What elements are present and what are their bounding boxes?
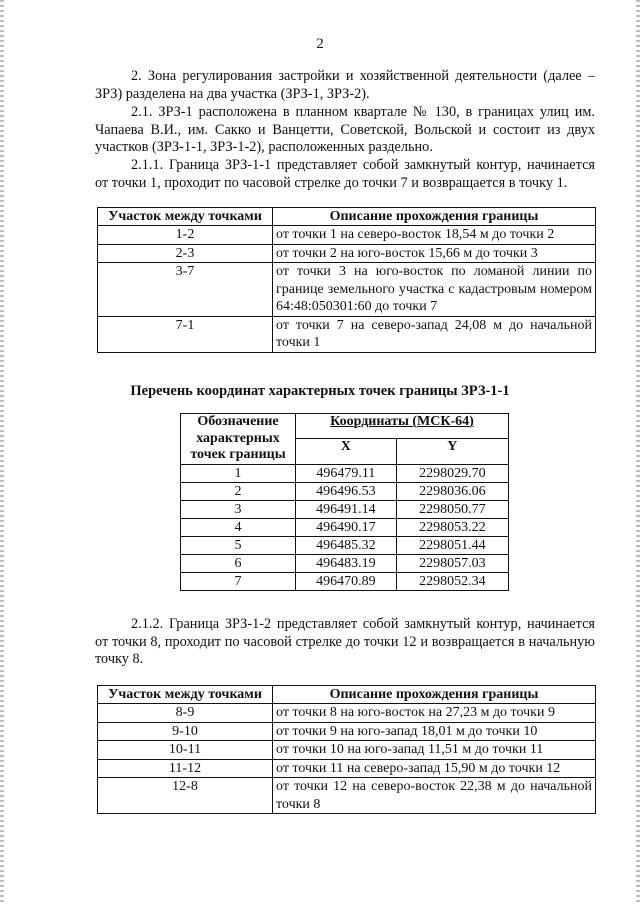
segment-cell: 10-11 bbox=[98, 741, 273, 760]
scan-edge-right bbox=[636, 0, 640, 905]
segment-cell: 11-12 bbox=[98, 759, 273, 778]
paragraph-zrz-1-2 bbox=[95, 616, 595, 669]
table-row bbox=[98, 741, 596, 760]
table-row bbox=[98, 263, 596, 317]
page-number: 2 bbox=[316, 36, 324, 52]
description-cell: от точки 12 на северо-восток 22,38 м до начальной точки 8 bbox=[273, 778, 596, 814]
paragraph-zrz-1 bbox=[95, 104, 595, 157]
paragraph-zrz-1-1-text: 2.1.1. Граница ЗРЗ-1-1 представляет собой замкнутый контур, начинается от точки 1, проходит по часовой стрелке до точки 7 и возвращается в точку 1. bbox=[95, 157, 595, 191]
description-cell: от точки 9 на юго-запад 18,01 м до точки 10 bbox=[273, 722, 596, 741]
segment-cell: 2-3 bbox=[98, 244, 273, 263]
coord-row bbox=[181, 500, 509, 518]
description-cell: от точки 11 на северо-запад 15,90 м до точки 12 bbox=[273, 759, 596, 778]
coord-row bbox=[181, 482, 509, 500]
coord-row bbox=[181, 572, 509, 590]
table-row bbox=[98, 244, 596, 263]
coord-header-point: Обозначение характерных точек границы bbox=[181, 414, 296, 465]
point-cell: 6 bbox=[181, 554, 296, 572]
description-cell: от точки 2 на юго-восток 15,66 м до точки 3 bbox=[273, 244, 596, 263]
scan-edge-left bbox=[0, 0, 4, 905]
segment-cell: 8-9 bbox=[98, 704, 273, 723]
segment-cell: 7-1 bbox=[98, 316, 273, 352]
coord-row bbox=[181, 554, 509, 572]
table-row bbox=[98, 778, 596, 814]
table-header-description: Описание прохождения границы bbox=[273, 208, 596, 226]
description-cell: от точки 7 на северо-запад 24,08 м до начальной точки 1 bbox=[273, 316, 596, 352]
coord-row bbox=[181, 518, 509, 536]
x-cell: 496490.17 bbox=[296, 518, 397, 536]
coordinates-title: Перечень координат характерных точек границы ЗРЗ-1-1 bbox=[130, 383, 510, 399]
table-row bbox=[98, 316, 596, 352]
coord-header-y: Y bbox=[396, 439, 508, 464]
x-cell: 496485.32 bbox=[296, 536, 397, 554]
table-row bbox=[98, 759, 596, 778]
table-row bbox=[98, 722, 596, 741]
coord-row bbox=[181, 536, 509, 554]
x-cell: 496491.14 bbox=[296, 500, 397, 518]
segment-cell: 1-2 bbox=[98, 226, 273, 245]
y-cell: 2298053.22 bbox=[396, 518, 508, 536]
description-cell: от точки 8 на юго-восток на 27,23 м до точки 9 bbox=[273, 704, 596, 723]
y-cell: 2298052.34 bbox=[396, 572, 508, 590]
description-cell: от точки 1 на северо-восток 18,54 м до точки 2 bbox=[273, 226, 596, 245]
x-cell: 496470.89 bbox=[296, 572, 397, 590]
point-cell: 1 bbox=[181, 464, 296, 482]
coord-row bbox=[181, 464, 509, 482]
x-cell: 496496.53 bbox=[296, 482, 397, 500]
table-row bbox=[98, 704, 596, 723]
description-cell: от точки 10 на юго-запад 11,51 м до точки 11 bbox=[273, 741, 596, 760]
point-cell: 5 bbox=[181, 536, 296, 554]
boundary-table-zrz-1-2 bbox=[97, 685, 596, 814]
table-header-segment: Участок между точками bbox=[98, 208, 273, 226]
boundary-table-zrz-1-1 bbox=[97, 207, 596, 353]
paragraph-zrz-text: 2. Зона регулирования застройки и хозяйственной деятельности (далее – ЗРЗ) разделена на два участка (ЗРЗ-1, ЗРЗ-2). bbox=[95, 68, 595, 102]
paragraph-zrz-1-2-text: 2.1.2. Граница ЗРЗ-1-2 представляет собой замкнутый контур, начинается от точки 8, проходит по часовой стрелке до точки 12 и возвращается в начальную точку 8. bbox=[95, 616, 595, 667]
y-cell: 2298050.77 bbox=[396, 500, 508, 518]
description-cell: от точки 3 на юго-восток по ломаной линии по границе земельного участка с кадастровым номером 64:48:050301:60 до точки 7 bbox=[273, 263, 596, 317]
point-cell: 4 bbox=[181, 518, 296, 536]
point-cell: 7 bbox=[181, 572, 296, 590]
paragraph-zrz-1-text: 2.1. ЗРЗ-1 расположена в планном квартале № 130, в границах улиц им. Чапаева В.И., им. Сакко и Ванцетти, Советской, Вольской и состоит из двух участков (ЗРЗ-1-1, ЗРЗ-1-2), расположенных раздельно. bbox=[95, 104, 595, 155]
paragraph-zrz-1-1 bbox=[95, 157, 595, 192]
segment-cell: 3-7 bbox=[98, 263, 273, 317]
y-cell: 2298051.44 bbox=[396, 536, 508, 554]
segment-cell: 12-8 bbox=[98, 778, 273, 814]
point-cell: 3 bbox=[181, 500, 296, 518]
y-cell: 2298036.06 bbox=[396, 482, 508, 500]
point-cell: 2 bbox=[181, 482, 296, 500]
table-header-description: Описание прохождения границы bbox=[273, 686, 596, 704]
paragraph-zrz bbox=[95, 68, 595, 103]
coord-header-x: X bbox=[296, 439, 397, 464]
segment-cell: 9-10 bbox=[98, 722, 273, 741]
table-header-segment: Участок между точками bbox=[98, 686, 273, 704]
table-row bbox=[98, 226, 596, 245]
y-cell: 2298029.70 bbox=[396, 464, 508, 482]
x-cell: 496479.11 bbox=[296, 464, 397, 482]
y-cell: 2298057.03 bbox=[396, 554, 508, 572]
coord-header-system: Координаты (МСК-64) bbox=[296, 414, 509, 439]
x-cell: 496483.19 bbox=[296, 554, 397, 572]
coordinates-table bbox=[180, 413, 509, 591]
